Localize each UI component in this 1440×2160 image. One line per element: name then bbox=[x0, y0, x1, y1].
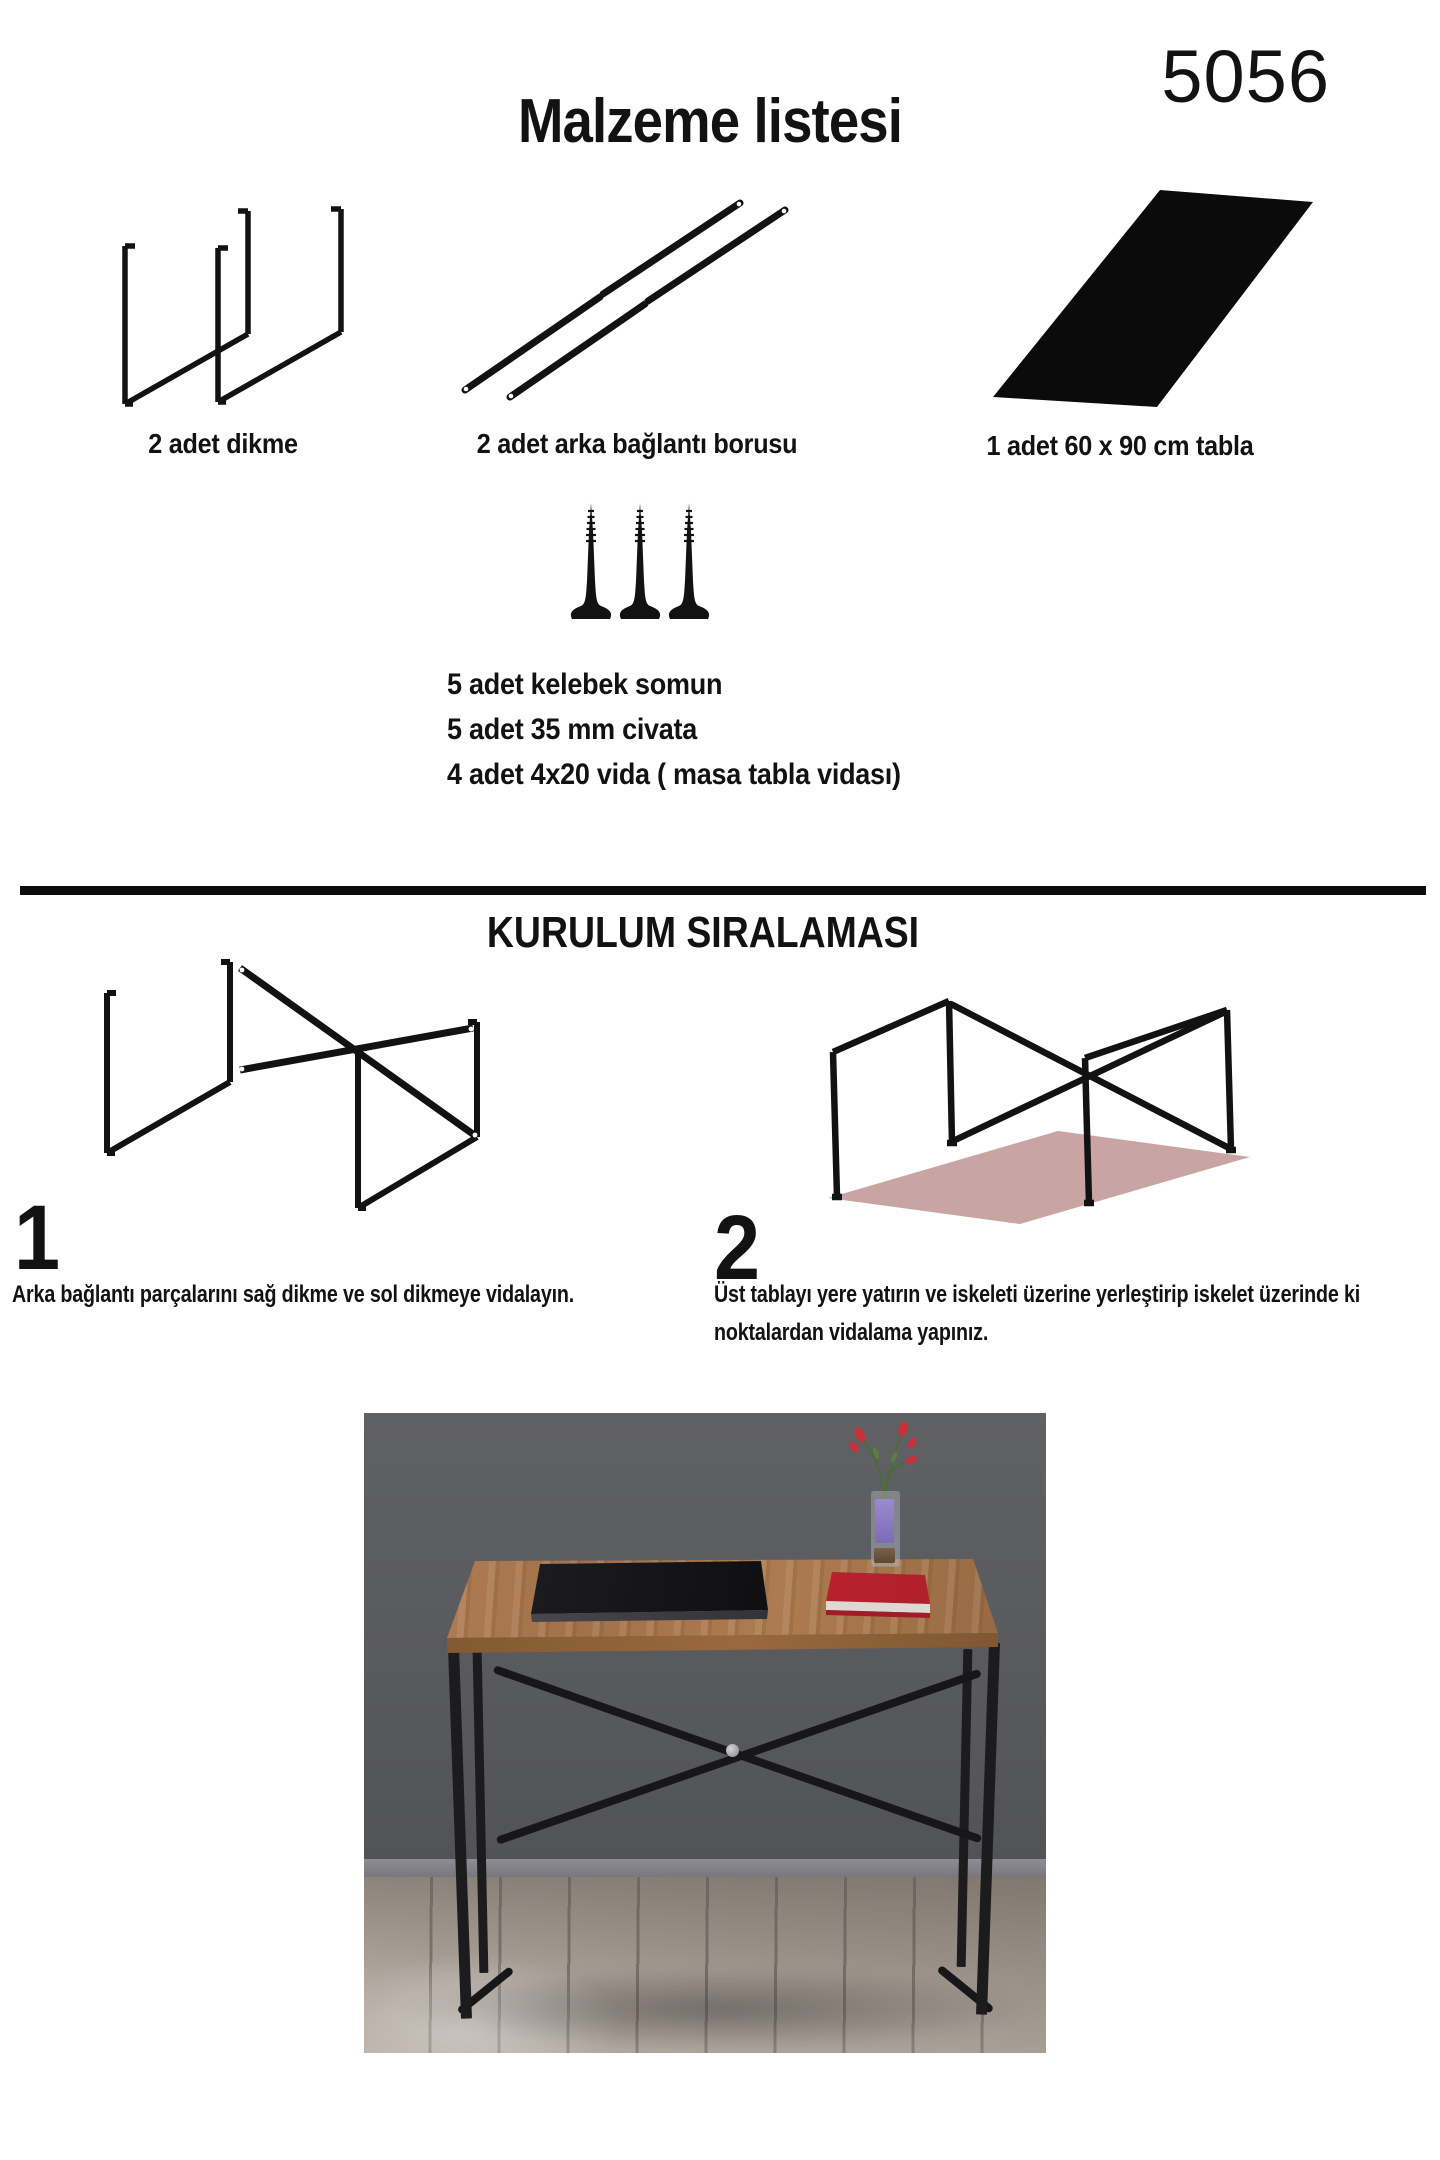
screws-drawing bbox=[568, 497, 713, 625]
vase bbox=[871, 1491, 900, 1567]
vase-pebbles bbox=[874, 1548, 895, 1563]
section-divider bbox=[20, 886, 1426, 895]
step2-number: 2 bbox=[714, 1197, 761, 1299]
step1-drawing bbox=[55, 955, 525, 1265]
step2-drawing bbox=[790, 985, 1260, 1255]
part-label-tabletop: 1 adet 60 x 90 cm tabla bbox=[986, 430, 1254, 461]
desk-x-brace-hub bbox=[726, 1744, 739, 1757]
uprights-drawing bbox=[110, 198, 360, 420]
step2-tabletop-shape bbox=[828, 1131, 1250, 1224]
step1-number: 1 bbox=[14, 1187, 61, 1289]
materials-title: Malzeme listesi bbox=[517, 87, 903, 156]
vase-water bbox=[875, 1499, 894, 1543]
hardware-line-wingnut: 5 adet kelebek somun bbox=[447, 668, 723, 701]
back-tubes-drawing bbox=[430, 185, 810, 420]
tabletop-drawing bbox=[960, 175, 1330, 420]
part-label-back-tubes: 2 adet arka bağlantı borusu bbox=[476, 428, 798, 459]
step2-text: Üst tablayı yere yatırın ve iskeleti üzerine yerleştirip iskelet üzerinde ki noktalardan vidalama yapınız. bbox=[714, 1281, 1361, 1346]
assembly-title: KURULUM SIRALAMASI bbox=[486, 908, 920, 957]
model-number: 5056 bbox=[1161, 35, 1330, 118]
part-label-uprights: 2 adet dikme bbox=[148, 428, 298, 459]
step1-text: Arka bağlantı parçalarını sağ dikme ve sol dikmeye vidalayın. bbox=[12, 1281, 575, 1308]
hardware-line-bolt: 5 adet 35 mm civata bbox=[447, 713, 698, 746]
product-photo bbox=[364, 1413, 1046, 2053]
hardware-line-screw: 4 adet 4x20 vida ( masa tabla vidası) bbox=[447, 758, 901, 791]
